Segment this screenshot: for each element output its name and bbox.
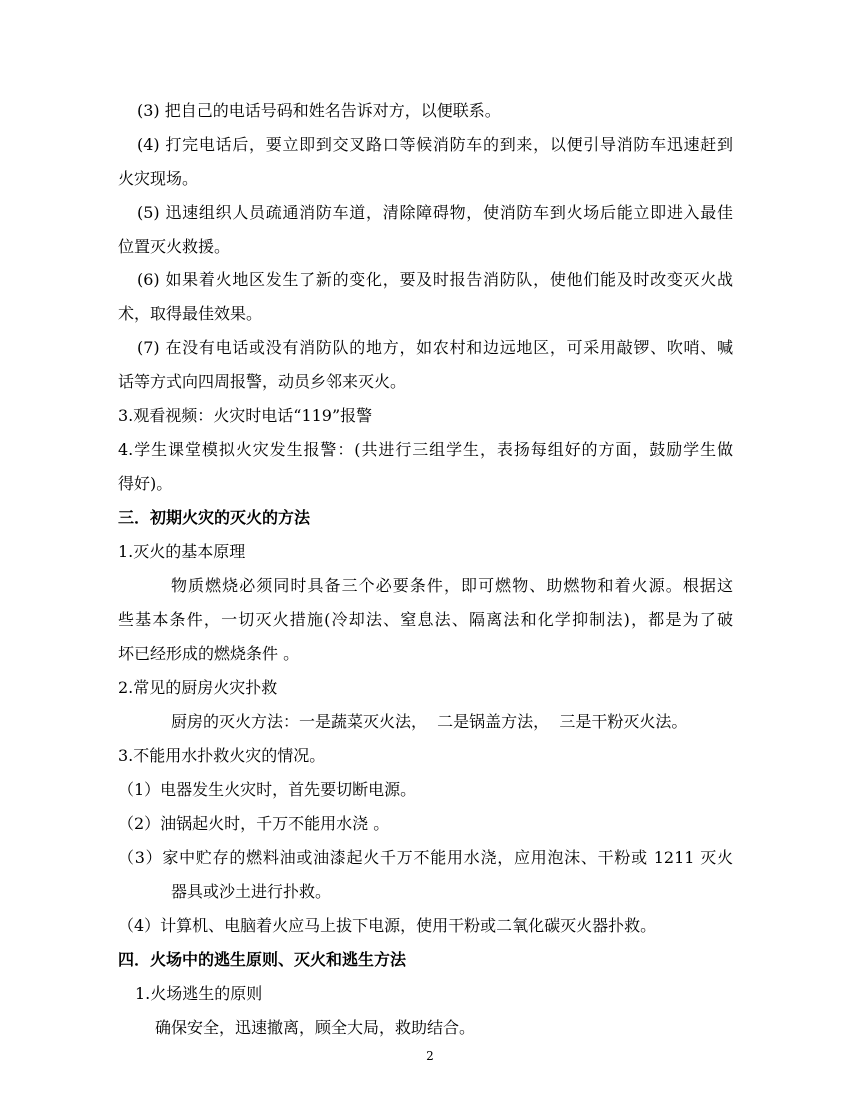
text-line-item-5: (5) 迅速组织人员疏通消防车道，清除障碍物，使消防车到火场后能立即进入最佳: [137, 203, 733, 222]
section-heading-4: 四．火场中的逃生原则、灭火和逃生方法: [118, 950, 407, 969]
text-line-simulation: 4.学生课堂模拟火灾发生报警：(共进行三组学生，表扬每组好的方面，鼓励学生做: [118, 440, 733, 459]
subheading-principle: 1.灭火的基本原理: [118, 542, 246, 561]
list-item-2: （2）油锅起火时，千万不能用水浇 。: [118, 814, 390, 833]
page-number: 2: [426, 1049, 434, 1063]
text-line-escape-principle: 确保安全，迅速撤离，顾全大局，救助结合。: [155, 1018, 476, 1037]
text-line-principle-3: 坏已经形成的燃烧条件 。: [118, 644, 300, 663]
section-heading-3: 三．初期火灾的灭火的方法: [118, 508, 311, 527]
text-line-item-5-cont: 位置灭火救援。: [118, 237, 231, 256]
text-line-kitchen: 厨房的灭火方法：一是蔬菜灭火法， 二是锅盖方法， 三是干粉灭火法。: [171, 712, 688, 731]
text-line-item-6-cont: 术，取得最佳效果。: [118, 304, 263, 323]
text-line-item-6: (6) 如果着火地区发生了新的变化，要及时报告消防队，使他们能及时改变灭火战: [137, 270, 733, 289]
text-line-item-4: (4) 打完电话后，要立即到交叉路口等候消防车的到来，以便引导消防车迅速赶到: [137, 135, 733, 154]
list-item-4: （4）计算机、电脑着火应马上拔下电源，使用干粉或二氧化碳灭火器扑救。: [118, 916, 657, 935]
list-item-3-cont: 器具或沙土进行扑救。: [171, 882, 332, 901]
list-item-1: （1）电器发生火灾时，首先要切断电源。: [118, 780, 417, 799]
subheading-escape-principle: 1.火场逃生的原则: [135, 984, 263, 1003]
subheading-no-water: 3.不能用水扑救火灾的情况。: [118, 746, 326, 765]
list-item-3: （3）家中贮存的燃料油或油漆起火千万不能用水浇，应用泡沫、干粉或 1211 灭火: [118, 848, 733, 867]
text-line-principle-2: 些基本条件，一切灭火措施(冷却法、窒息法、隔离法和化学抑制法)，都是为了破: [118, 610, 733, 629]
text-line-video: 3.观看视频：火灾时电话“119”报警: [118, 406, 373, 425]
subheading-kitchen: 2.常见的厨房火灾扑救: [118, 678, 278, 697]
text-line-item-3: (3) 把自己的电话号码和姓名告诉对方，以便联系。: [137, 101, 501, 120]
text-line-principle-1: 物质燃烧必须同时具备三个必要条件，即可燃物、助燃物和着火源。根据这: [171, 576, 733, 595]
text-line-item-4-cont: 火灾现场。: [118, 169, 199, 188]
text-line-simulation-cont: 得好)。: [118, 474, 173, 493]
text-line-item-7-cont: 话等方式向四周报警，动员乡邻来灭火。: [118, 372, 407, 391]
text-line-item-7: (7) 在没有电话或没有消防队的地方，如农村和边远地区，可采用敲锣、吹哨、喊: [137, 338, 733, 357]
